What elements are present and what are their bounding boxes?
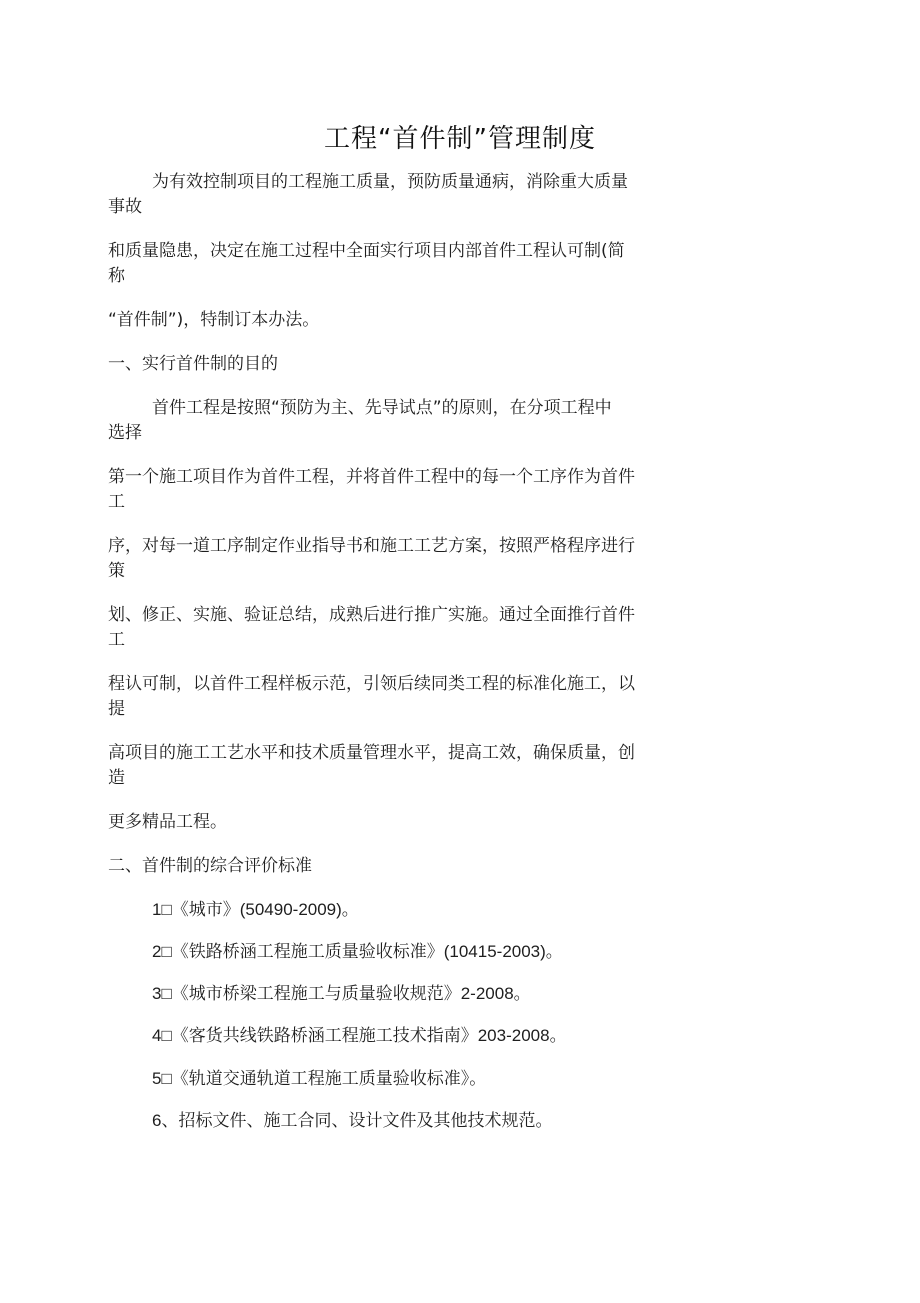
section2-heading: 二、首件制的综合评价标准 [108,856,312,876]
section1-line: 选择 [108,423,142,443]
section1-line: 划、修正、实施、验证总结，成熟后进行推广实施。通过全面推行首件 [108,605,635,625]
intro-line: “首件制”)，特制订本办法。 [108,310,320,330]
section1-line: 提 [108,699,125,719]
section1-line: 第一个施工项目作为首件工程，并将首件工程中的每一个工序作为首件 [108,467,635,487]
intro-line: 称 [108,266,125,286]
standard-item: 2□《铁路桥涵工程施工质量验收标准》(10415-2003)。 [152,942,563,961]
intro-line: 事故 [108,197,142,217]
section1-line: 高项目的施工工艺水平和技术质量管理水平，提高工效，确保质量，创 [108,743,635,763]
document-title: 工程“首件制”管理制度 [324,124,596,154]
section1-line: 造 [108,768,125,788]
standard-item: 5□《轨道交通轨道工程施工质量验收标准》。 [152,1069,487,1088]
section1-heading: 一、实行首件制的目的 [108,354,278,374]
section1-line: 更多精品工程。 [108,812,227,832]
section1-line: 序，对每一道工序制定作业指导书和施工工艺方案，按照严格程序进行 [108,536,635,556]
section1-line: 工 [108,492,125,512]
section1-line: 程认可制，以首件工程样板示范，引领后续同类工程的标准化施工，以 [108,674,635,694]
standard-item: 3□《城市桥梁工程施工与质量验收规范》2-2008。 [152,984,531,1003]
standard-item: 4□《客货共线铁路桥涵工程施工技术指南》203-2008。 [152,1026,567,1045]
section1-line: 工 [108,630,125,650]
intro-line: 为有效控制项目的工程施工质量，预防质量通病，消除重大质量 [152,172,628,192]
standard-item: 6、招标文件、施工合同、设计文件及其他技术规范。 [152,1111,553,1130]
intro-line: 和质量隐患，决定在施工过程中全面实行项目内部首件工程认可制(简 [108,241,625,261]
section1-line: 策 [108,561,125,581]
section1-line: 首件工程是按照“预防为主、先导试点”的原则，在分项工程中 [152,398,612,418]
standard-item: 1□《城市》(50490-2009)。 [152,900,359,919]
